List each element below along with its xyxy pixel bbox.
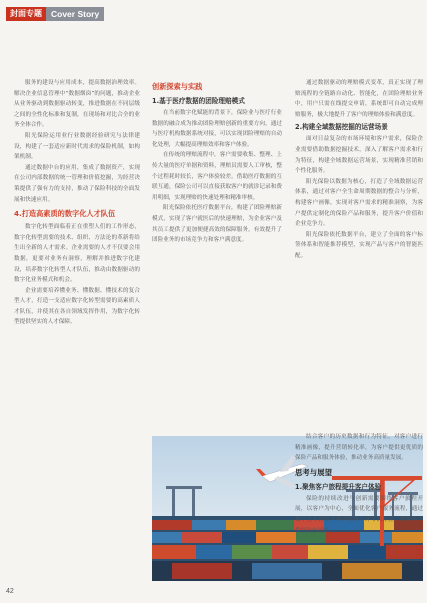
paragraph: 企业需要培养懂业务、懂数据、懂技术的复合型人才，打造一支适应数字化转型需要的高素质人才队伍，并使其在各自领域发挥作用，为数字化转型提供坚实的人才保障。 <box>14 287 140 326</box>
section-header <box>6 7 104 21</box>
paragraph: 通过数据中台的应用，集成了数据资产，实现在公司内部数据的统一管理和价值挖掘，为经营决策提供了强有力的支持，推动了保险科技的全面发展和快速应用。 <box>14 164 140 203</box>
paragraph: 数字化转型面临着正在重塑人们的工作形态，数字化转型需要的技术、组织、方法论的革新将给生出全新的人才需求。企业需要的人才不仅要会用数据，更要对业务有洞察，理解并推进数字化建设，培养数字化转型人才队伍，推动由数据驱动的数字化业务模式和机会。 <box>14 224 140 284</box>
column-2 <box>152 78 282 246</box>
paragraph: 阳光保险依托医疗数据平台，构建了团险理赔新模式，实现了客户就医后的快速理赔，为企业客户及其员工提供了更加便捷高效的保障服务，有效提升了团险业务的市场竞争力和客户满意度。 <box>152 205 282 244</box>
paragraph: 通过数据驱动的理赔模式变革，真正实现了理赔流程的全链路自动化、智能化，在团险理赔业务中，用户只需在线提交申请，系统即可自动完成理赔服务，极大地提升了客户的理赔体验和满意度。 <box>295 80 423 118</box>
paragraph: 面对日益复杂的市场环境和客户需求，保险企业需要借助数据挖掘技术，深入了解客户需求和行为特征，构建全域数据运营场景，实现精准营销和个性化服务。 <box>295 136 423 175</box>
column-1 <box>14 78 140 328</box>
column-3 <box>295 78 423 262</box>
section-heading: 创新探索与实践 <box>152 82 203 91</box>
paragraph: 服务的建设与应用成本，提高数据治理效率。解决企业信息管理中“数据烟囱”的问题，推动企业从业务驱动到数据驱动转变，推进数据在不同层级之间的全性化标准和复制，在现场和对比合全的业务全体合作。 <box>14 80 140 129</box>
paragraph: 在当前数字化赋能的背景下，保险业与医疗行业数据的融合成为推动团险理赔创新的重要方向，通过与医疗机构数据系统对接，可以实现团险理赔的自动化处理，大幅提高理赔效率和客户体验。 <box>152 110 282 148</box>
paragraph: 结合客户的历史数据和行为特征，对客户进行精准画像，提升营销转化率，为客户提供更优质的保险产品和服务体验，推动业务高质量发展。 <box>295 434 423 462</box>
section-tag-en: Cover Story <box>46 7 104 21</box>
section-heading: 思考与展望 <box>295 467 332 477</box>
paragraph: 阳光保险依托数据平台，建立了全面的客户标签体系和智能推荐模型，实现产品与客户的智能匹配。 <box>295 231 423 259</box>
paragraph: 阳光保险运用业行业数据经验研究与法律建设，构建了一套适应新时代需求的保险机制，如构架机制。 <box>14 132 140 161</box>
paragraph: 在传统的理赔流程中，客户需要收集、整理、上传大量的医疗单据和资料，理赔员需要人工审核，整个过程耗时较长，客户体验较差。借助医疗数据的互联互通，保险公司可以直接获取客户的就诊记录和费用明细，实现理赔的快速处理和精准审核。 <box>152 152 282 201</box>
page-number: 42 <box>6 588 14 595</box>
paragraph: 阳光保险以数据为核心，打造了全域数据运营体系，通过对客户全生命周期数据的整合与分析，构建客户画像，实现对客户需求的精准洞察，为客户提供定制化的保险产品和服务，提升客户价值和企业竞争力。 <box>295 178 423 228</box>
subsection-heading: 1.基于医疗数据的团险理赔模式 <box>152 97 245 105</box>
column-3-lower <box>295 432 423 536</box>
subsection-heading: 2.构建全域数据挖掘的运营场景 <box>295 123 388 132</box>
paragraph: 保险的持续改进与创新需要围绕客户旅程开展，以客户为中心，全面优化客户服务流程，通过数字化手段提升客户在各个环节的体验，增强客户粘性和忠诚度。 <box>295 495 423 534</box>
section-heading: 4.打造高素质的数字化人才队伍 <box>14 209 116 219</box>
subsection-heading: 1.聚焦客户旅程提升客户体验 <box>295 482 382 491</box>
section-tag-cn: 封面专题 <box>6 7 46 21</box>
